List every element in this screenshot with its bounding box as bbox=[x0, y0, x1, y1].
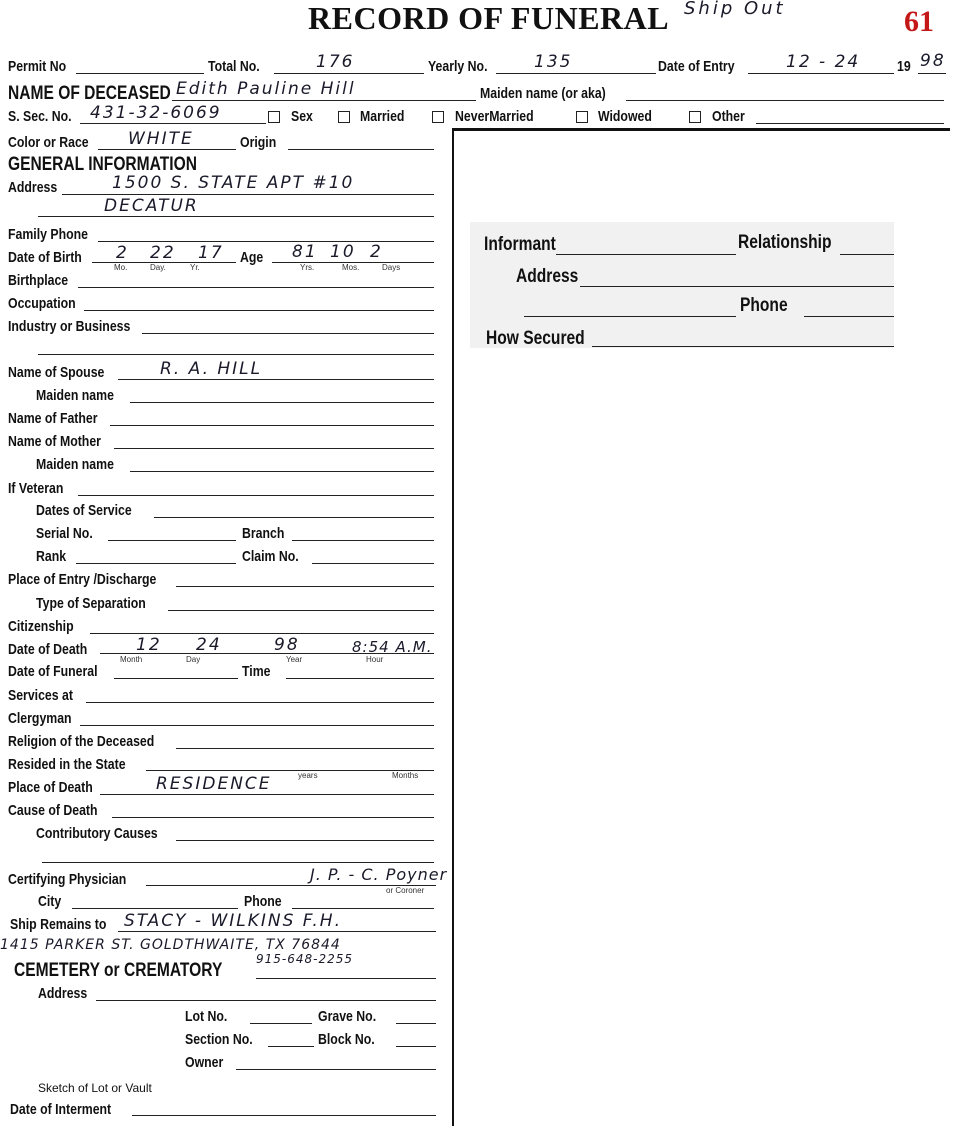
age-sub-days: Days bbox=[382, 263, 401, 272]
contributory-label: Contributory Causes bbox=[36, 825, 158, 842]
interment-line[interactable] bbox=[132, 1115, 436, 1116]
veteran-line[interactable] bbox=[78, 495, 434, 496]
relationship-label: Relationship bbox=[738, 232, 832, 253]
entry-discharge-label: Place of Entry /Discharge bbox=[8, 571, 157, 588]
other-line[interactable] bbox=[756, 123, 944, 124]
informant-line[interactable] bbox=[556, 254, 736, 255]
informant-label: Informant bbox=[484, 234, 556, 255]
contributory-line-2[interactable] bbox=[42, 862, 434, 863]
year-value: 98 bbox=[920, 51, 946, 71]
name-label: NAME OF DECEASED bbox=[8, 83, 171, 104]
mother-maiden-line[interactable] bbox=[130, 471, 434, 472]
entry-value: 12 - 24 bbox=[786, 52, 861, 72]
race-line[interactable] bbox=[98, 149, 236, 150]
separation-line[interactable] bbox=[168, 610, 434, 611]
dod-year: 98 bbox=[274, 635, 300, 655]
physician-label: Certifying Physician bbox=[8, 871, 127, 888]
father-line[interactable] bbox=[110, 425, 434, 426]
physician-phone-label: Phone bbox=[244, 893, 282, 910]
ship-label: Ship Remains to bbox=[10, 916, 107, 933]
year-prefix: 19 bbox=[897, 58, 911, 75]
permit-label: Permit No bbox=[8, 58, 67, 75]
other-checkbox[interactable] bbox=[689, 111, 701, 123]
physician-phone-line[interactable] bbox=[292, 908, 434, 909]
resided-line[interactable] bbox=[146, 770, 434, 771]
address-label: Address bbox=[8, 179, 58, 196]
widowed-checkbox[interactable] bbox=[576, 111, 588, 123]
dob-year: 17 bbox=[198, 243, 224, 263]
funeral-date-line[interactable] bbox=[114, 678, 238, 679]
lot-line[interactable] bbox=[250, 1023, 312, 1024]
age-label: Age bbox=[240, 249, 264, 266]
place-of-death-value: RESIDENCE bbox=[156, 774, 272, 794]
spouse-maiden-line[interactable] bbox=[130, 402, 434, 403]
widowed-label: Widowed bbox=[598, 108, 652, 125]
dod-sub-month: Month bbox=[120, 655, 143, 664]
resided-sub-years: years bbox=[298, 771, 318, 780]
origin-line[interactable] bbox=[288, 149, 434, 150]
ssn-value: 431-32-6069 bbox=[90, 103, 222, 123]
general-heading: GENERAL INFORMATION bbox=[8, 154, 197, 175]
resided-sub-months: Months bbox=[392, 771, 419, 780]
rank-label: Rank bbox=[36, 548, 67, 565]
claim-label: Claim No. bbox=[242, 548, 299, 565]
claim-line[interactable] bbox=[312, 563, 434, 564]
how-secured-line[interactable] bbox=[592, 346, 894, 347]
dod-sub-year: Year bbox=[286, 655, 303, 664]
lot-label: Lot No. bbox=[185, 1008, 228, 1025]
cemetery-address-line[interactable] bbox=[96, 1000, 436, 1001]
father-label: Name of Father bbox=[8, 410, 98, 427]
dod-sub-day: Day bbox=[186, 655, 201, 664]
physician-city-line[interactable] bbox=[72, 908, 238, 909]
informant-address-line-2[interactable] bbox=[524, 316, 736, 317]
funeral-time-line[interactable] bbox=[286, 678, 434, 679]
grave-label: Grave No. bbox=[318, 1008, 377, 1025]
informant-phone-line[interactable] bbox=[804, 316, 894, 317]
sketch-label: Sketch of Lot or Vault bbox=[38, 1081, 152, 1095]
spouse-maiden-label: Maiden name bbox=[36, 387, 114, 404]
spouse-label: Name of Spouse bbox=[8, 364, 105, 381]
interment-label: Date of Interment bbox=[10, 1101, 112, 1118]
married-label: Married bbox=[360, 108, 405, 125]
mother-label: Name of Mother bbox=[8, 433, 101, 450]
informant-address-label: Address bbox=[516, 266, 579, 287]
clergyman-label: Clergyman bbox=[8, 710, 72, 727]
race-value: WHITE bbox=[128, 129, 194, 149]
spouse-line[interactable] bbox=[118, 379, 434, 380]
separation-label: Type of Separation bbox=[36, 595, 146, 612]
age-days: 2 bbox=[370, 242, 383, 262]
yearly-line[interactable] bbox=[496, 73, 656, 74]
serial-label: Serial No. bbox=[36, 525, 93, 542]
funeral-time-label: Time bbox=[242, 663, 271, 680]
never-married-checkbox[interactable] bbox=[432, 111, 444, 123]
owner-line[interactable] bbox=[236, 1069, 436, 1070]
coroner-sub: or Coroner bbox=[386, 886, 425, 895]
cemetery-line[interactable] bbox=[256, 978, 436, 979]
page-number: 61 bbox=[904, 5, 934, 38]
owner-label: Owner bbox=[185, 1054, 224, 1071]
cause-line[interactable] bbox=[112, 817, 434, 818]
dob-month: 2 bbox=[116, 243, 129, 263]
address-line-2[interactable] bbox=[38, 216, 434, 217]
ship-value-1: STACY - WILKINS F.H. bbox=[124, 911, 342, 931]
birthplace-line[interactable] bbox=[78, 287, 434, 288]
mother-line[interactable] bbox=[114, 448, 434, 449]
occupation-label: Occupation bbox=[8, 295, 76, 312]
address-value: 1500 S. STATE APT #10 bbox=[112, 173, 355, 193]
physician-city-label: City bbox=[38, 893, 62, 910]
dob-sub-year: Yr. bbox=[190, 263, 200, 272]
name-line[interactable] bbox=[172, 100, 476, 101]
yearly-value: 135 bbox=[534, 52, 573, 72]
form-title: RECORD OF FUNERAL bbox=[308, 0, 670, 36]
place-of-death-label: Place of Death bbox=[8, 779, 93, 796]
other-label: Other bbox=[712, 108, 745, 125]
total-label: Total No. bbox=[208, 58, 260, 75]
age-sub-months: Mos. bbox=[342, 263, 360, 272]
family-phone-label: Family Phone bbox=[8, 226, 88, 243]
rank-line[interactable] bbox=[76, 563, 236, 564]
married-checkbox[interactable] bbox=[338, 111, 350, 123]
informant-phone-label: Phone bbox=[740, 295, 788, 316]
origin-label: Origin bbox=[240, 134, 277, 151]
section-line[interactable] bbox=[268, 1046, 314, 1047]
block-line[interactable] bbox=[396, 1046, 436, 1047]
dod-month: 12 bbox=[136, 635, 162, 655]
name-value: Edith Pauline Hill bbox=[176, 79, 356, 99]
citizenship-label: Citizenship bbox=[8, 618, 74, 635]
birthplace-label: Birthplace bbox=[8, 272, 69, 289]
ship-value-3: 915-648-2255 bbox=[256, 952, 354, 966]
industry-line-2[interactable] bbox=[38, 354, 434, 355]
yearly-label: Yearly No. bbox=[428, 58, 488, 75]
service-dates-line[interactable] bbox=[154, 517, 434, 518]
mother-maiden-label: Maiden name bbox=[36, 456, 114, 473]
dod-hour: 8:54 A.M. bbox=[352, 638, 433, 656]
address-line[interactable] bbox=[62, 194, 434, 195]
dod-day: 24 bbox=[196, 635, 222, 655]
services-label: Services at bbox=[8, 687, 73, 704]
ship-out-note: Ship Out bbox=[684, 0, 786, 19]
relationship-line[interactable] bbox=[840, 254, 894, 255]
entry-label: Date of Entry bbox=[658, 58, 735, 75]
dob-sub-month: Mo. bbox=[114, 263, 128, 272]
age-sub-years: Yrs. bbox=[300, 263, 315, 272]
dob-day: 22 bbox=[150, 243, 176, 263]
dob-label: Date of Birth bbox=[8, 249, 82, 266]
branch-label: Branch bbox=[242, 525, 285, 542]
family-phone-line[interactable] bbox=[98, 241, 434, 242]
year-line[interactable] bbox=[918, 73, 946, 74]
religion-label: Religion of the Deceased bbox=[8, 733, 155, 750]
address-city-value: DECATUR bbox=[104, 196, 199, 216]
how-secured-label: How Secured bbox=[486, 328, 585, 349]
cemetery-address-label: Address bbox=[38, 985, 88, 1002]
citizenship-line[interactable] bbox=[90, 633, 434, 634]
ssn-line[interactable] bbox=[80, 123, 266, 124]
age-months: 10 bbox=[330, 242, 356, 262]
grave-line[interactable] bbox=[396, 1023, 436, 1024]
entry-line[interactable] bbox=[748, 73, 894, 74]
permit-line[interactable] bbox=[76, 73, 204, 74]
maiden-aka-line[interactable] bbox=[626, 100, 944, 101]
cause-label: Cause of Death bbox=[8, 802, 98, 819]
industry-line[interactable] bbox=[142, 333, 434, 334]
race-label: Color or Race bbox=[8, 134, 89, 151]
funeral-date-label: Date of Funeral bbox=[8, 663, 98, 680]
sex-label: Sex bbox=[291, 108, 313, 125]
occupation-line[interactable] bbox=[84, 310, 434, 311]
dod-sub-hour: Hour bbox=[366, 655, 384, 664]
total-value: 176 bbox=[316, 52, 355, 72]
branch-line[interactable] bbox=[292, 540, 434, 541]
ship-line[interactable] bbox=[118, 931, 436, 932]
block-label: Block No. bbox=[318, 1031, 375, 1048]
spouse-value: R. A. HILL bbox=[160, 359, 263, 379]
resided-label: Resided in the State bbox=[8, 756, 126, 773]
never-married-label: NeverMarried bbox=[455, 108, 534, 125]
total-line[interactable] bbox=[274, 73, 424, 74]
ship-value-2: 1415 PARKER ST. GOLDTHWAITE, TX 76844 bbox=[0, 937, 341, 953]
physician-value: J. P. - C. Poyner bbox=[310, 865, 448, 884]
religion-line[interactable] bbox=[176, 748, 434, 749]
serial-line[interactable] bbox=[108, 540, 236, 541]
industry-label: Industry or Business bbox=[8, 318, 131, 335]
section-label: Section No. bbox=[185, 1031, 253, 1048]
veteran-label: If Veteran bbox=[8, 480, 64, 497]
service-dates-label: Dates of Service bbox=[36, 502, 132, 519]
place-of-death-line[interactable] bbox=[100, 794, 434, 795]
clergyman-line[interactable] bbox=[80, 725, 434, 726]
ssn-label: S. Sec. No. bbox=[8, 108, 72, 125]
age-years: 81 bbox=[292, 242, 318, 262]
contributory-line[interactable] bbox=[176, 840, 434, 841]
dod-label: Date of Death bbox=[8, 641, 88, 658]
dob-sub-day: Day. bbox=[150, 263, 166, 272]
informant-address-line[interactable] bbox=[580, 286, 894, 287]
entry-discharge-line[interactable] bbox=[176, 586, 434, 587]
cemetery-heading: CEMETERY or CREMATORY bbox=[14, 960, 223, 981]
maiden-aka-label: Maiden name (or aka) bbox=[480, 85, 606, 102]
sex-checkbox[interactable] bbox=[268, 111, 280, 123]
services-line[interactable] bbox=[86, 702, 434, 703]
